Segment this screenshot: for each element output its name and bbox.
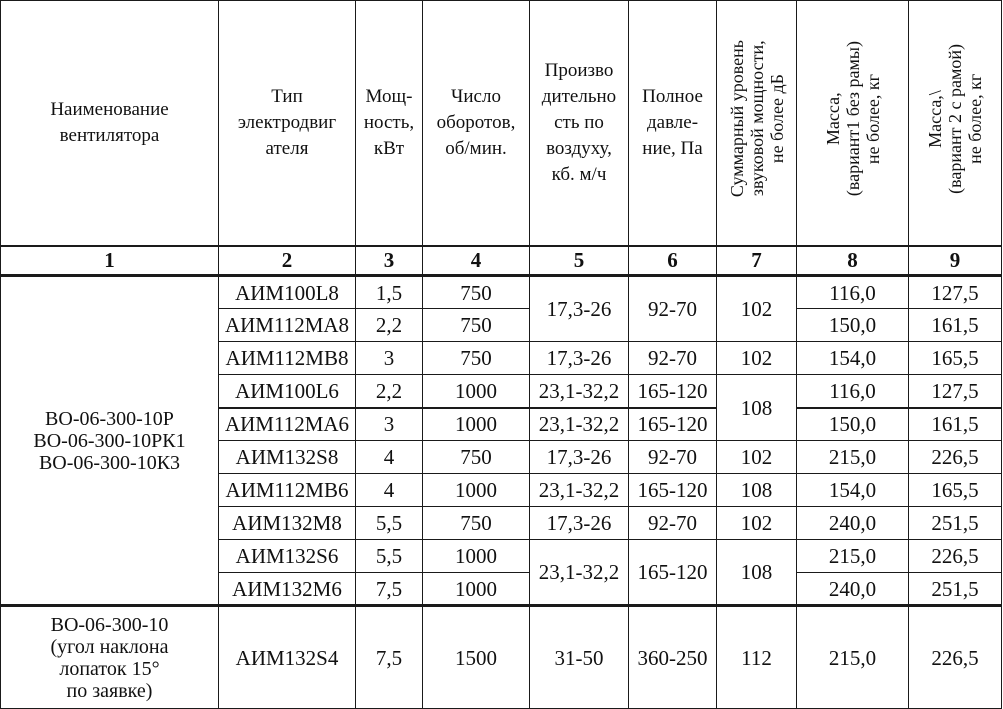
column-number: 3 (356, 246, 423, 276)
rpm-cell: 750 (423, 276, 530, 309)
pressure-cell: 92-70 (629, 276, 717, 342)
noise-cell: 108 (717, 540, 797, 606)
power-cell: 3 (356, 408, 423, 441)
capacity-cell: 17,3-26 (530, 441, 629, 474)
power-cell: 4 (356, 474, 423, 507)
power-cell: 3 (356, 342, 423, 375)
mass2-cell: 251,5 (909, 507, 1002, 540)
mass1-cell: 154,0 (797, 342, 909, 375)
rpm-cell: 750 (423, 309, 530, 342)
mass2-cell: 165,5 (909, 342, 1002, 375)
motor-cell: АИМ132М8 (219, 507, 356, 540)
capacity-cell: 23,1-32,2 (530, 375, 629, 408)
noise-cell: 108 (717, 375, 797, 441)
mass1-cell: 240,0 (797, 507, 909, 540)
rpm-cell: 1500 (423, 606, 530, 709)
pressure-cell: 92-70 (629, 507, 717, 540)
capacity-cell: 17,3-26 (530, 276, 629, 342)
rpm-cell: 1000 (423, 540, 530, 573)
noise-cell: 112 (717, 606, 797, 709)
header-pressure: Полное давле- ние, Па (629, 1, 717, 246)
rpm-cell: 1000 (423, 474, 530, 507)
pressure-cell: 165-120 (629, 474, 717, 507)
motor-cell: АИМ112МА8 (219, 309, 356, 342)
motor-cell: АИМ132М6 (219, 573, 356, 606)
motor-cell: АИМ132S6 (219, 540, 356, 573)
motor-cell: АИМ100L8 (219, 276, 356, 309)
table-row (1, 606, 1002, 709)
rpm-cell: 1000 (423, 573, 530, 606)
rpm-cell: 1000 (423, 408, 530, 441)
power-cell: 1,5 (356, 276, 423, 309)
power-cell: 5,5 (356, 507, 423, 540)
power-cell: 7,5 (356, 606, 423, 709)
power-cell: 7,5 (356, 573, 423, 606)
header-motor-type: Тип электродвиг ателя (219, 1, 356, 246)
motor-cell: АИМ112МВ6 (219, 474, 356, 507)
mass1-cell: 215,0 (797, 606, 909, 709)
power-cell: 4 (356, 441, 423, 474)
noise-cell: 102 (717, 276, 797, 342)
column-number-row (1, 246, 1002, 276)
mass2-cell: 226,5 (909, 540, 1002, 573)
column-number: 9 (909, 246, 1002, 276)
mass1-cell: 116,0 (797, 276, 909, 309)
fan-name-group-2: ВО-06-300-10 (угол наклона лопаток 15° по заявке) (1, 606, 219, 709)
header-noise-text: Суммарный уровень звуковой мощности, не более дБ (726, 40, 787, 198)
column-number: 6 (629, 246, 717, 276)
rpm-cell: 750 (423, 342, 530, 375)
column-number: 8 (797, 246, 909, 276)
header-mass-v2 (909, 1, 1002, 246)
noise-cell: 102 (717, 507, 797, 540)
mass1-cell: 116,0 (797, 375, 909, 408)
header-noise (717, 1, 797, 246)
mass2-cell: 251,5 (909, 573, 1002, 606)
column-number: 5 (530, 246, 629, 276)
mass1-cell: 215,0 (797, 441, 909, 474)
mass2-cell: 127,5 (909, 375, 1002, 408)
mass1-cell: 150,0 (797, 408, 909, 441)
noise-cell: 108 (717, 474, 797, 507)
mass2-cell: 165,5 (909, 474, 1002, 507)
mass1-cell: 150,0 (797, 309, 909, 342)
power-cell: 2,2 (356, 375, 423, 408)
header-fan-name: Наименование вентилятора (1, 1, 219, 246)
capacity-cell: 23,1-32,2 (530, 408, 629, 441)
mass2-cell: 226,5 (909, 441, 1002, 474)
pressure-cell: 92-70 (629, 441, 717, 474)
mass1-cell: 240,0 (797, 573, 909, 606)
capacity-cell: 23,1-32,2 (530, 540, 629, 606)
fan-name-group-1: ВО-06-300-10Р ВО-06-300-10РК1 ВО-06-300-10К3 (1, 276, 219, 606)
capacity-cell: 23,1-32,2 (530, 474, 629, 507)
mass2-cell: 161,5 (909, 408, 1002, 441)
mass1-cell: 154,0 (797, 474, 909, 507)
capacity-cell: 31-50 (530, 606, 629, 709)
column-number: 2 (219, 246, 356, 276)
noise-cell: 102 (717, 342, 797, 375)
column-number: 1 (1, 246, 219, 276)
motor-cell: АИМ112МА6 (219, 408, 356, 441)
mass2-cell: 161,5 (909, 309, 1002, 342)
capacity-cell: 17,3-26 (530, 507, 629, 540)
pressure-cell: 360-250 (629, 606, 717, 709)
power-cell: 2,2 (356, 309, 423, 342)
motor-cell: АИМ132S8 (219, 441, 356, 474)
motor-cell: АИМ132S4 (219, 606, 356, 709)
pressure-cell: 165-120 (629, 540, 717, 606)
header-mass-v1-text: Масса, (вариант1 без рамы) не более, кг (822, 41, 883, 197)
mass1-cell: 215,0 (797, 540, 909, 573)
header-speed: Число оборотов, об/мин. (423, 1, 530, 246)
capacity-cell: 17,3-26 (530, 342, 629, 375)
header-mass-v1 (797, 1, 909, 246)
header-row (1, 1, 1002, 246)
motor-cell: АИМ100L6 (219, 375, 356, 408)
noise-cell: 102 (717, 441, 797, 474)
mass2-cell: 226,5 (909, 606, 1002, 709)
header-power: Мощ- ность, кВт (356, 1, 423, 246)
header-air-capacity: Произво дительно сть по воздуху, кб. м/ч (530, 1, 629, 246)
pressure-cell: 92-70 (629, 342, 717, 375)
rpm-cell: 750 (423, 507, 530, 540)
mass2-cell: 127,5 (909, 276, 1002, 309)
header-mass-v2-text: Масса,\ (вариант 2 с рамой) не более, кг (925, 43, 985, 194)
column-number: 4 (423, 246, 530, 276)
table-row (1, 276, 1002, 309)
power-cell: 5,5 (356, 540, 423, 573)
rpm-cell: 750 (423, 441, 530, 474)
motor-cell: АИМ112МВ8 (219, 342, 356, 375)
column-number: 7 (717, 246, 797, 276)
pressure-cell: 165-120 (629, 375, 717, 408)
rpm-cell: 1000 (423, 375, 530, 408)
pressure-cell: 165-120 (629, 408, 717, 441)
